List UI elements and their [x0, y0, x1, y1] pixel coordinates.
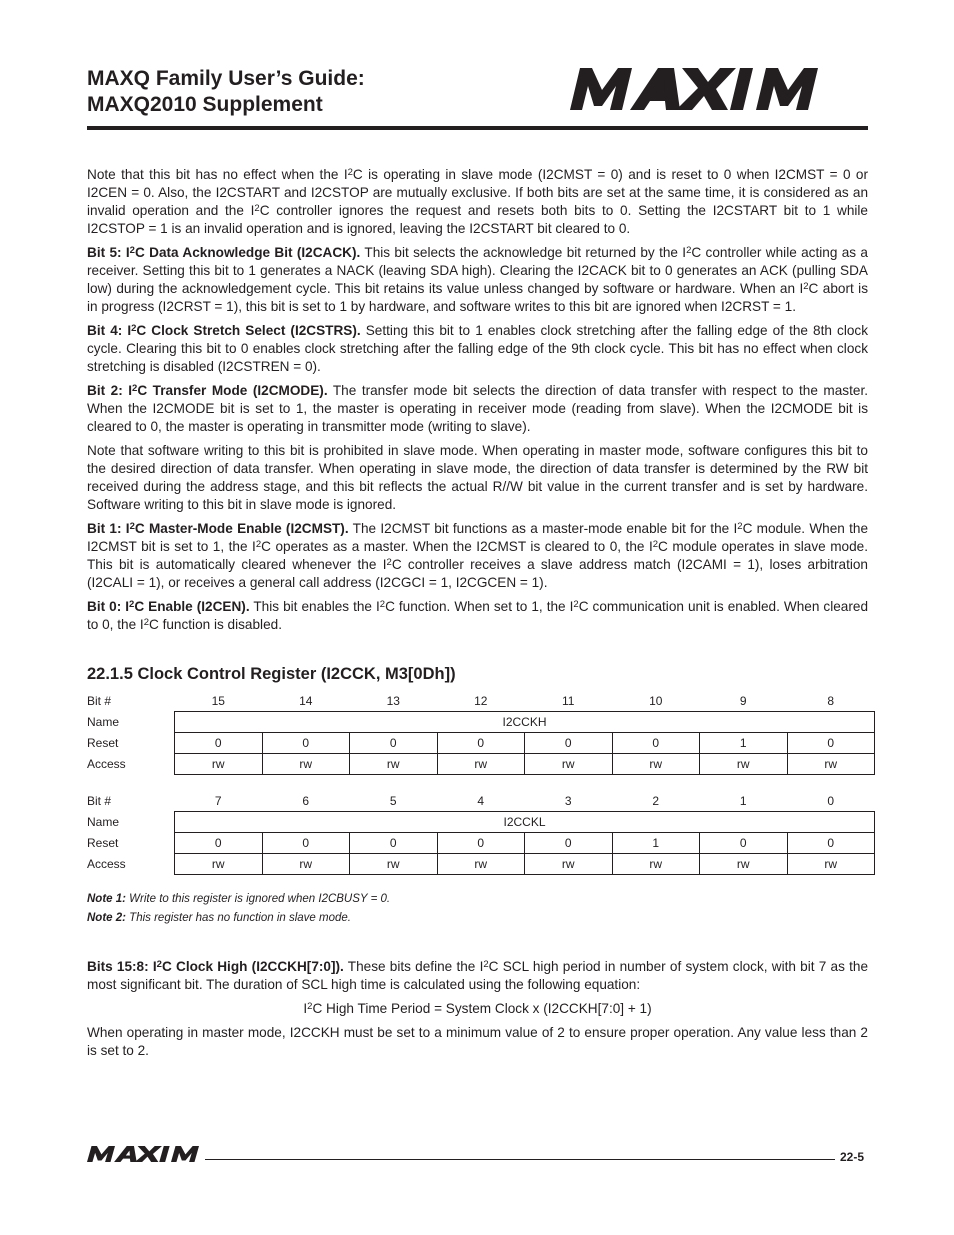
maxim-logo — [570, 68, 868, 110]
paragraph-bit0: Bit 0: $I^2C$ Enable (I2CEN). This bit enables the $I^2C$ function. When set to 1, the $I^2C$ communication unit is enabled. When cleared to 0, the $I^2C$ function is disabled. — [87, 599, 869, 632]
name-row: Name I2CCKL — [87, 812, 875, 833]
bit-row: Bit # 7 6 5 4 3 2 1 0 — [87, 794, 835, 809]
document-title: MAXQ Family User’s Guide: MAXQ2010 Supplement — [87, 67, 365, 116]
paragraph-bits15-8: Bits 15:8: $I^2C$ Clock High (I2CCKH[7:0]). These bits define the $I^2C$ SCL high period in number of system clock, with bit 7 as the most significant bit. The duration of SCL high time is calculated using the following equation: — [87, 959, 868, 992]
paragraph-bit4: Bit 4: $I^2C$ Clock Stretch Select (I2CSTRS). Setting this bit to 1 enables clock stretching after the falling edge of the 8th clock cycle. Clearing this bit to 0 enables clock stretching after the falling edge of the 9th clock cycle. This bit has no effect when clock stretching is disabled (I2CSTREN = 0). — [87, 323, 868, 374]
access-row: Access rw rw rw rw rw rw rw rw — [87, 754, 875, 775]
bit-row: Bit # 15 14 13 12 11 10 9 8 — [87, 694, 835, 709]
register-table-low — [87, 791, 875, 875]
paragraph-note: Note that software writing to this bit is prohibited in slave mode. When operating in master mode, software configures this bit to the desired direction of data transfer. When operating in slave mode, the direction of data transfer is determined by the RW bit received during the address stage, and this bit reflects the actual R//W bit value in the current transfer and is set by hardware. Software writing to this bit in slave mode is ignored. — [87, 443, 868, 512]
maxim-logo-footer — [87, 1146, 199, 1162]
body-text-2 — [87, 958, 868, 1066]
section-heading: 22.1.5 Clock Control Register (I2CCK, M3[0Dh]) — [87, 665, 456, 683]
body-text — [87, 166, 868, 640]
register-name-cell: I2CCKL — [175, 812, 875, 833]
header-rule — [87, 126, 868, 130]
paragraph-bit2: Bit 2: $I^2C$ Transfer Mode (I2CMODE). The transfer mode bit selects the direction of data transfer with respect to the master. When the I2CMODE bit is set to 1, the master is operating in receiver mode (reading from slave). When the I2CMODE bit is cleared to 0, the master is operating in transmitter mode (writing to slave). — [87, 383, 868, 434]
reset-row: Reset 0 0 0 0 0 1 0 0 — [87, 833, 875, 854]
footer-rule — [205, 1159, 835, 1160]
paragraph-bit5: Bit 5: $I^2C$ Data Acknowledge Bit (I2CACK). This bit selects the acknowledge bit returned by the $I^2C$ controller while acting as a receiver. Setting this bit to 1 generates a NACK (leaving SDA high). Clearing the I2CACK bit to 0 generates an ACK (pulling SDA low) during the acknowledgement cycle. This bit retains its value unless changed by software or hardware. When an $I^2C$ abort is in progress (I2CRST = 1), this bit is set to 1 by hardware, and software writes to this bit are ignored when I2CRST = 1. — [87, 245, 868, 314]
note-1: Note 1: Write to this register is ignored when I2CBUSY = 0. — [87, 893, 391, 905]
paragraph: Note that this bit has no effect when the $I^2C$ is operating in slave mode (I2CMST = 0) and is reset to 0 when I2CMST = 0 or I2CEN = 0. Also, the I2CSTART and I2CSTOP are mutually exclusive. If both bits are set at the same time, it is considered as an invalid operation and the $I^2C$ controller ignores the request and resets both bits to 0. Setting the I2CSTART bit to 1 while I2CSTOP = 1 is an invalid operation and is ignored, leaving the I2CSTART bit cleared to 0. — [87, 167, 868, 236]
note-2: Note 2: This register has no function in slave mode. — [87, 912, 351, 924]
access-row: Access rw rw rw rw rw rw rw rw — [87, 854, 875, 875]
equation: $I^2C$ High Time Period = System Clock x (I2CCKH[7:0] + 1) — [303, 1001, 652, 1016]
register-name-cell: I2CCKH — [175, 712, 875, 733]
name-row: Name I2CCKH — [87, 712, 875, 733]
register-notes — [87, 890, 390, 928]
paragraph-min-value: When operating in master mode, I2CCKH must be set to a minimum value of 2 to ensure proper operation. Any value less than 2 is set to 2. — [87, 1025, 868, 1058]
paragraph-bit1: Bit 1: $I^2C$ Master-Mode Enable (I2CMST). The I2CMST bit functions as a master-mode enable bit for the $I^2C$ module. When the I2CMST bit is set to 1, the $I^2C$ operates as a master. When the I2CMST is cleared to 0, the $I^2C$ module operates in slave mode. This bit is automatically cleared whenever the $I^2C$ controller receives a slave address match (I2CAMI = 1), loses arbitration (I2CALI = 1), or receives a general call address (I2CGCI = 1, I2CGCEN = 1). — [87, 521, 869, 590]
reset-row: Reset 0 0 0 0 0 0 1 0 — [87, 733, 875, 754]
register-table-high — [87, 691, 875, 775]
page-number: 22-5 — [840, 1150, 865, 1164]
